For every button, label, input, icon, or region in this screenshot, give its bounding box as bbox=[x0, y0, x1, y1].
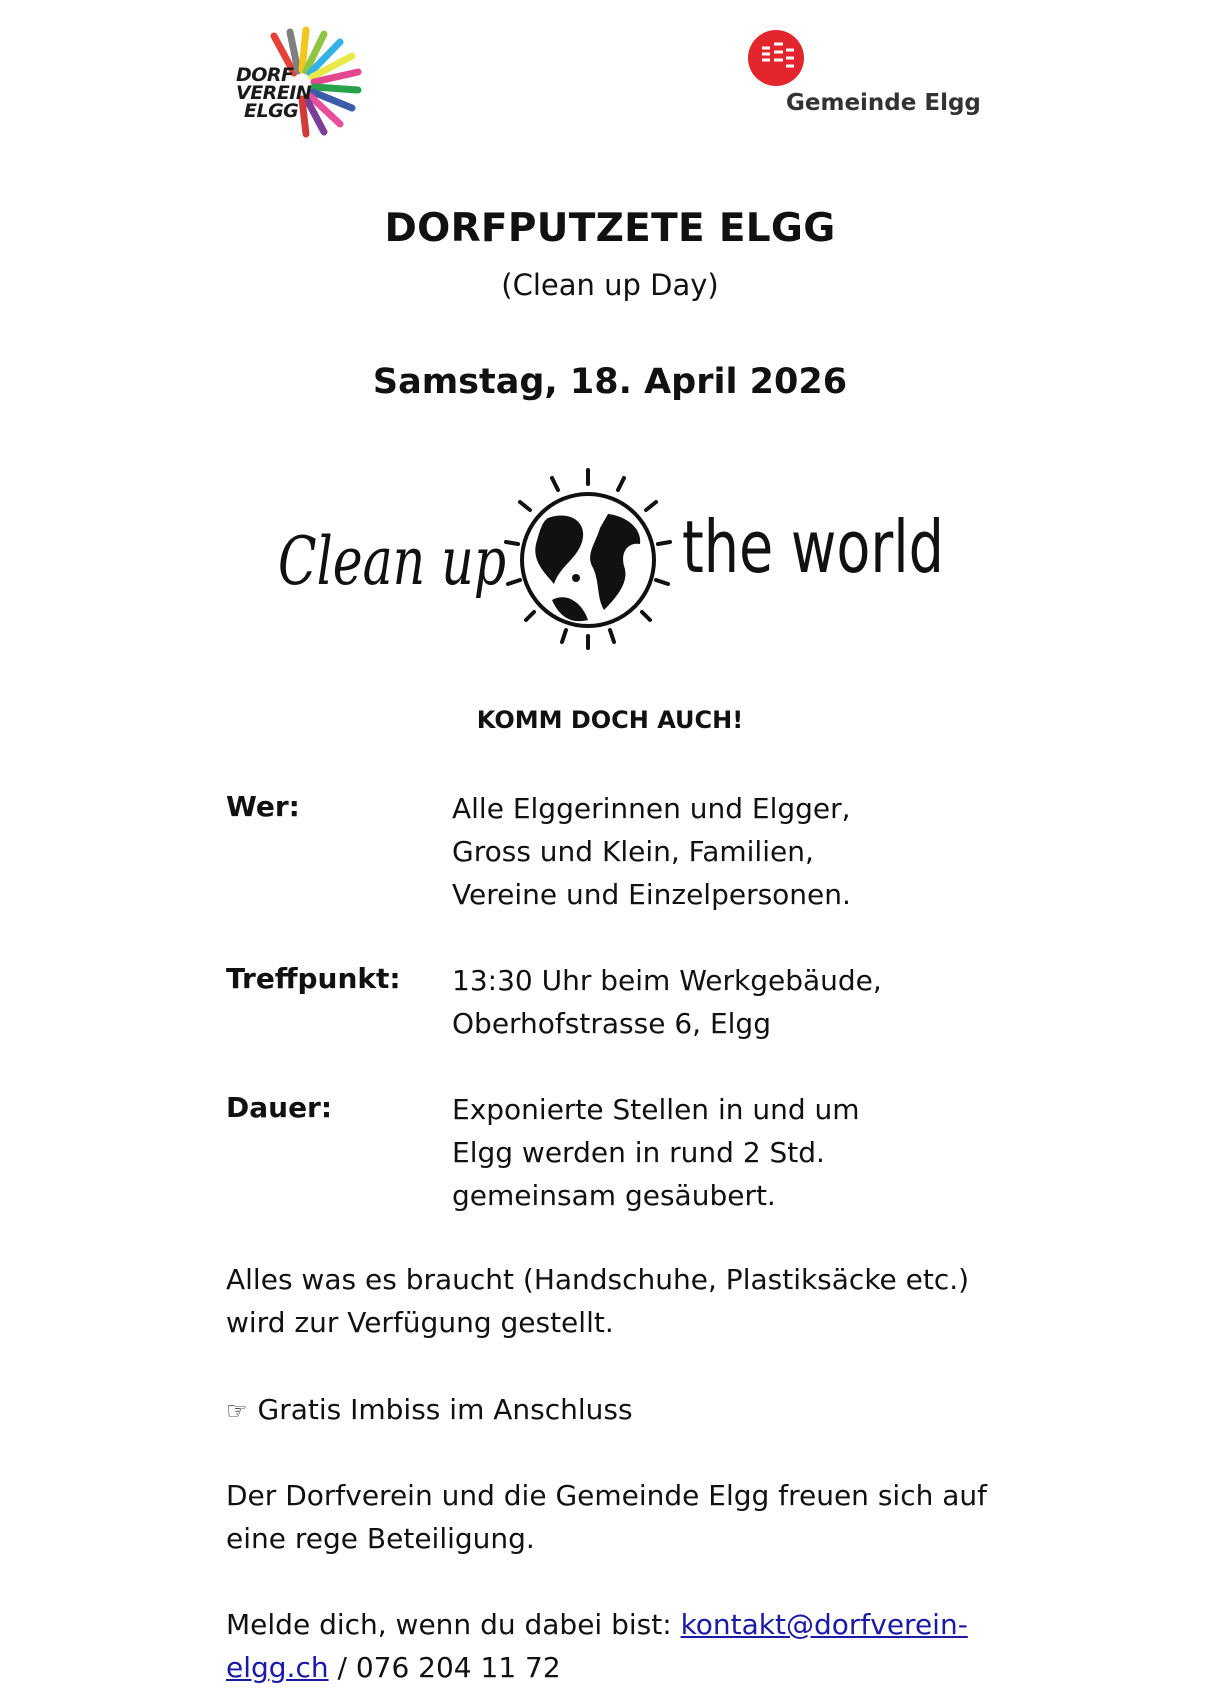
paragraph-line: wird zur Verfügung gestellt. bbox=[226, 1306, 614, 1339]
detail-label-wer: Wer: bbox=[226, 790, 300, 823]
dorfverein-logo-line-3: ELGG bbox=[244, 100, 299, 122]
banner-right-text: the world bbox=[682, 505, 944, 589]
detail-label-treffpunkt: Treffpunkt: bbox=[226, 962, 401, 995]
closing-paragraph bbox=[226, 1474, 1006, 1560]
callout-heading: KOMM DOCH AUCH! bbox=[476, 706, 744, 734]
detail-line: Exponierte Stellen in und um bbox=[452, 1093, 860, 1126]
detail-line: gemeinsam gesäubert. bbox=[452, 1179, 776, 1212]
detail-line: Oberhofstrasse 6, Elgg bbox=[452, 1007, 771, 1040]
contact-prefix: Melde dich, wenn du dabei bist: bbox=[226, 1608, 681, 1641]
detail-line: Alle Elggerinnen und Elgger, bbox=[452, 792, 851, 825]
page-subtitle: (Clean up Day) bbox=[501, 268, 719, 302]
materials-paragraph bbox=[226, 1258, 1006, 1344]
gemeinde-logo bbox=[740, 30, 990, 130]
banner-left-text: Clean up bbox=[278, 523, 506, 600]
detail-label-dauer: Dauer: bbox=[226, 1091, 333, 1124]
snack-text: Gratis Imbiss im Anschluss bbox=[257, 1393, 633, 1426]
gemeinde-crest-icon bbox=[748, 30, 804, 86]
pointing-hand-icon: ☞ bbox=[226, 1397, 248, 1425]
paragraph-line: eine rege Beteiligung. bbox=[226, 1522, 535, 1555]
event-date: Samstag, 18. April 2026 bbox=[372, 362, 848, 402]
clean-up-the-world-banner bbox=[270, 462, 950, 662]
detail-line: Gross und Klein, Familien, bbox=[452, 835, 814, 868]
detail-value-treffpunkt bbox=[452, 959, 882, 1045]
detail-value-wer bbox=[452, 787, 851, 916]
snack-line bbox=[226, 1388, 1006, 1433]
dorfverein-logo bbox=[232, 28, 382, 138]
detail-line: 13:30 Uhr beim Werkgebäude, bbox=[452, 964, 882, 997]
contact-email-link[interactable]: kontakt@dorfverein- bbox=[680, 1608, 968, 1641]
paragraph-line: Alles was es braucht (Handschuhe, Plastiksäcke etc.) bbox=[226, 1263, 970, 1296]
contact-phone: / 076 204 11 72 bbox=[328, 1651, 561, 1684]
dorfverein-logo-line-1: DORF bbox=[236, 64, 294, 86]
globe-icon bbox=[522, 494, 654, 626]
dorfverein-logo-line-2: VEREIN bbox=[236, 82, 312, 104]
detail-line: Vereine und Einzelpersonen. bbox=[452, 878, 851, 911]
page-title: DORFPUTZETE ELGG bbox=[384, 206, 836, 251]
paragraph-line: Der Dorfverein und die Gemeinde Elgg freuen sich auf bbox=[226, 1479, 987, 1512]
detail-value-dauer bbox=[452, 1088, 860, 1217]
gemeinde-name: Gemeinde Elgg bbox=[786, 90, 981, 116]
contact-paragraph bbox=[226, 1603, 1006, 1689]
detail-line: Elgg werden in rund 2 Std. bbox=[452, 1136, 825, 1169]
contact-email-link-continued[interactable]: elgg.ch bbox=[226, 1651, 329, 1684]
